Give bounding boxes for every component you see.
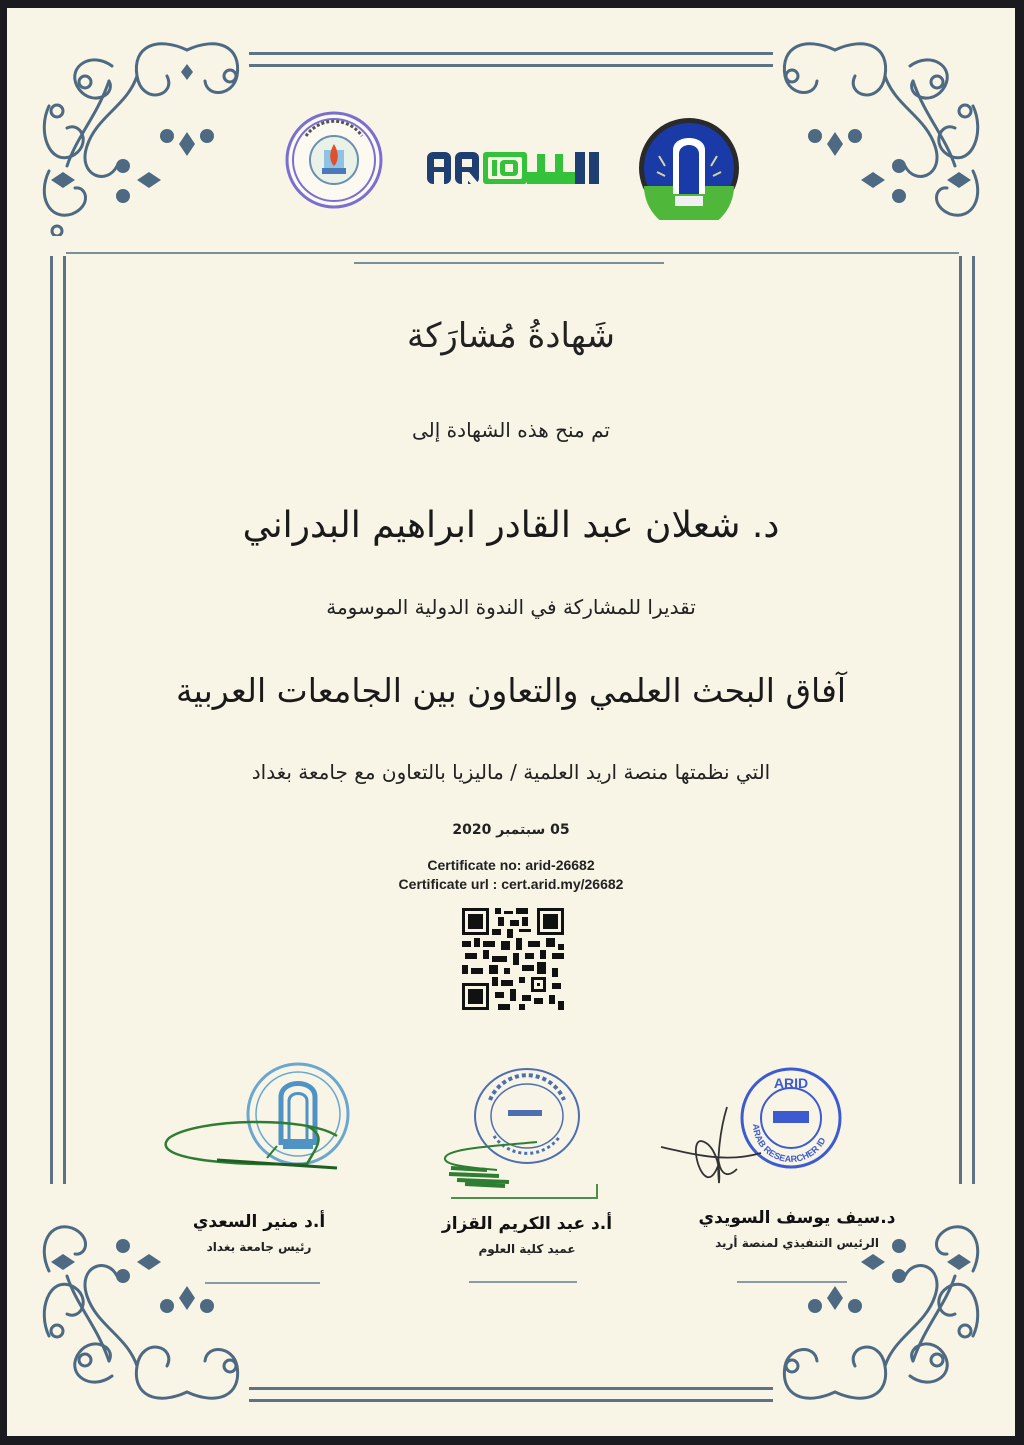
arid-stamp-bottom-text: ARAB RESEARCHER ID bbox=[750, 1123, 828, 1165]
frame-rail-left-inner bbox=[63, 256, 66, 1184]
signatory-2 bbox=[417, 1214, 637, 1256]
qr-code-icon[interactable] bbox=[462, 908, 564, 1010]
arid-logo-mark-icon bbox=[425, 148, 601, 188]
organizer-text: التي نظمتها منصة اريد العلمية / ماليزيا بالتعاون مع جامعة بغداد bbox=[251, 760, 771, 784]
frame-rail-right-outer bbox=[972, 256, 975, 1184]
signatory-1-role: رئيس جامعة بغداد bbox=[206, 1240, 312, 1254]
college-seal-logo-icon bbox=[284, 110, 384, 210]
signatory-3 bbox=[687, 1208, 907, 1250]
arid-stamp-top-text: ARID bbox=[773, 1075, 809, 1091]
arid-logo bbox=[425, 148, 601, 188]
certificate-url[interactable]: Certificate url : cert.arid.my/26682 bbox=[398, 876, 624, 892]
certificate-number: Certificate no: arid-26682 bbox=[427, 857, 595, 873]
event-title: آفاق البحث العلمي والتعاون بين الجامعات العربية bbox=[175, 671, 847, 710]
signatory-1-name: أ.د منير السعدي bbox=[192, 1212, 326, 1232]
ornament-corner-top-right-icon bbox=[775, 36, 985, 236]
recipient-name: د. شعلان عبد القادر ابراهيم البدراني bbox=[242, 505, 780, 546]
signatory-2-name: أ.د عبد الكريم القزاز bbox=[441, 1214, 613, 1234]
certificate-title: شَهادةُ مُشارَكة bbox=[406, 316, 616, 356]
frame-rail-top-inner bbox=[249, 64, 773, 67]
frame-rail-bottom-inner bbox=[249, 1387, 773, 1390]
certificate-paper bbox=[7, 8, 1015, 1436]
frame-rail-left-outer bbox=[50, 256, 53, 1184]
signatory-3-rule bbox=[737, 1281, 847, 1283]
header-separator-long bbox=[66, 252, 959, 254]
granted-to-label: تم منح هذه الشهادة إلى bbox=[412, 418, 610, 442]
signatory-3-role: الرئيس التنفيذي لمنصة أريد bbox=[715, 1236, 879, 1250]
signatory-2-rule bbox=[469, 1281, 577, 1283]
signatory-1-rule bbox=[205, 1282, 320, 1284]
signature-2-icon bbox=[437, 1138, 607, 1204]
appreciation-text: تقديرا للمشاركة في الندوة الدولية الموسومة bbox=[326, 595, 696, 619]
header-separator-short bbox=[354, 262, 664, 264]
signature-1-icon bbox=[157, 1116, 347, 1178]
frame-rail-right-inner bbox=[959, 256, 962, 1184]
frame-rail-bottom-outer bbox=[249, 1399, 773, 1402]
university-of-baghdad-seal-icon bbox=[637, 116, 741, 220]
signatory-3-name: د.سيف يوسف السويدي bbox=[698, 1208, 896, 1228]
certificate-date: 05 سبتمبر 2020 bbox=[452, 822, 570, 838]
signatory-2-role: عميد كلية العلوم bbox=[478, 1242, 576, 1256]
signature-3-icon bbox=[657, 1103, 767, 1193]
frame-rail-top-outer bbox=[249, 52, 773, 55]
signatory-1 bbox=[149, 1212, 369, 1254]
ornament-corner-top-left-icon bbox=[37, 36, 247, 236]
